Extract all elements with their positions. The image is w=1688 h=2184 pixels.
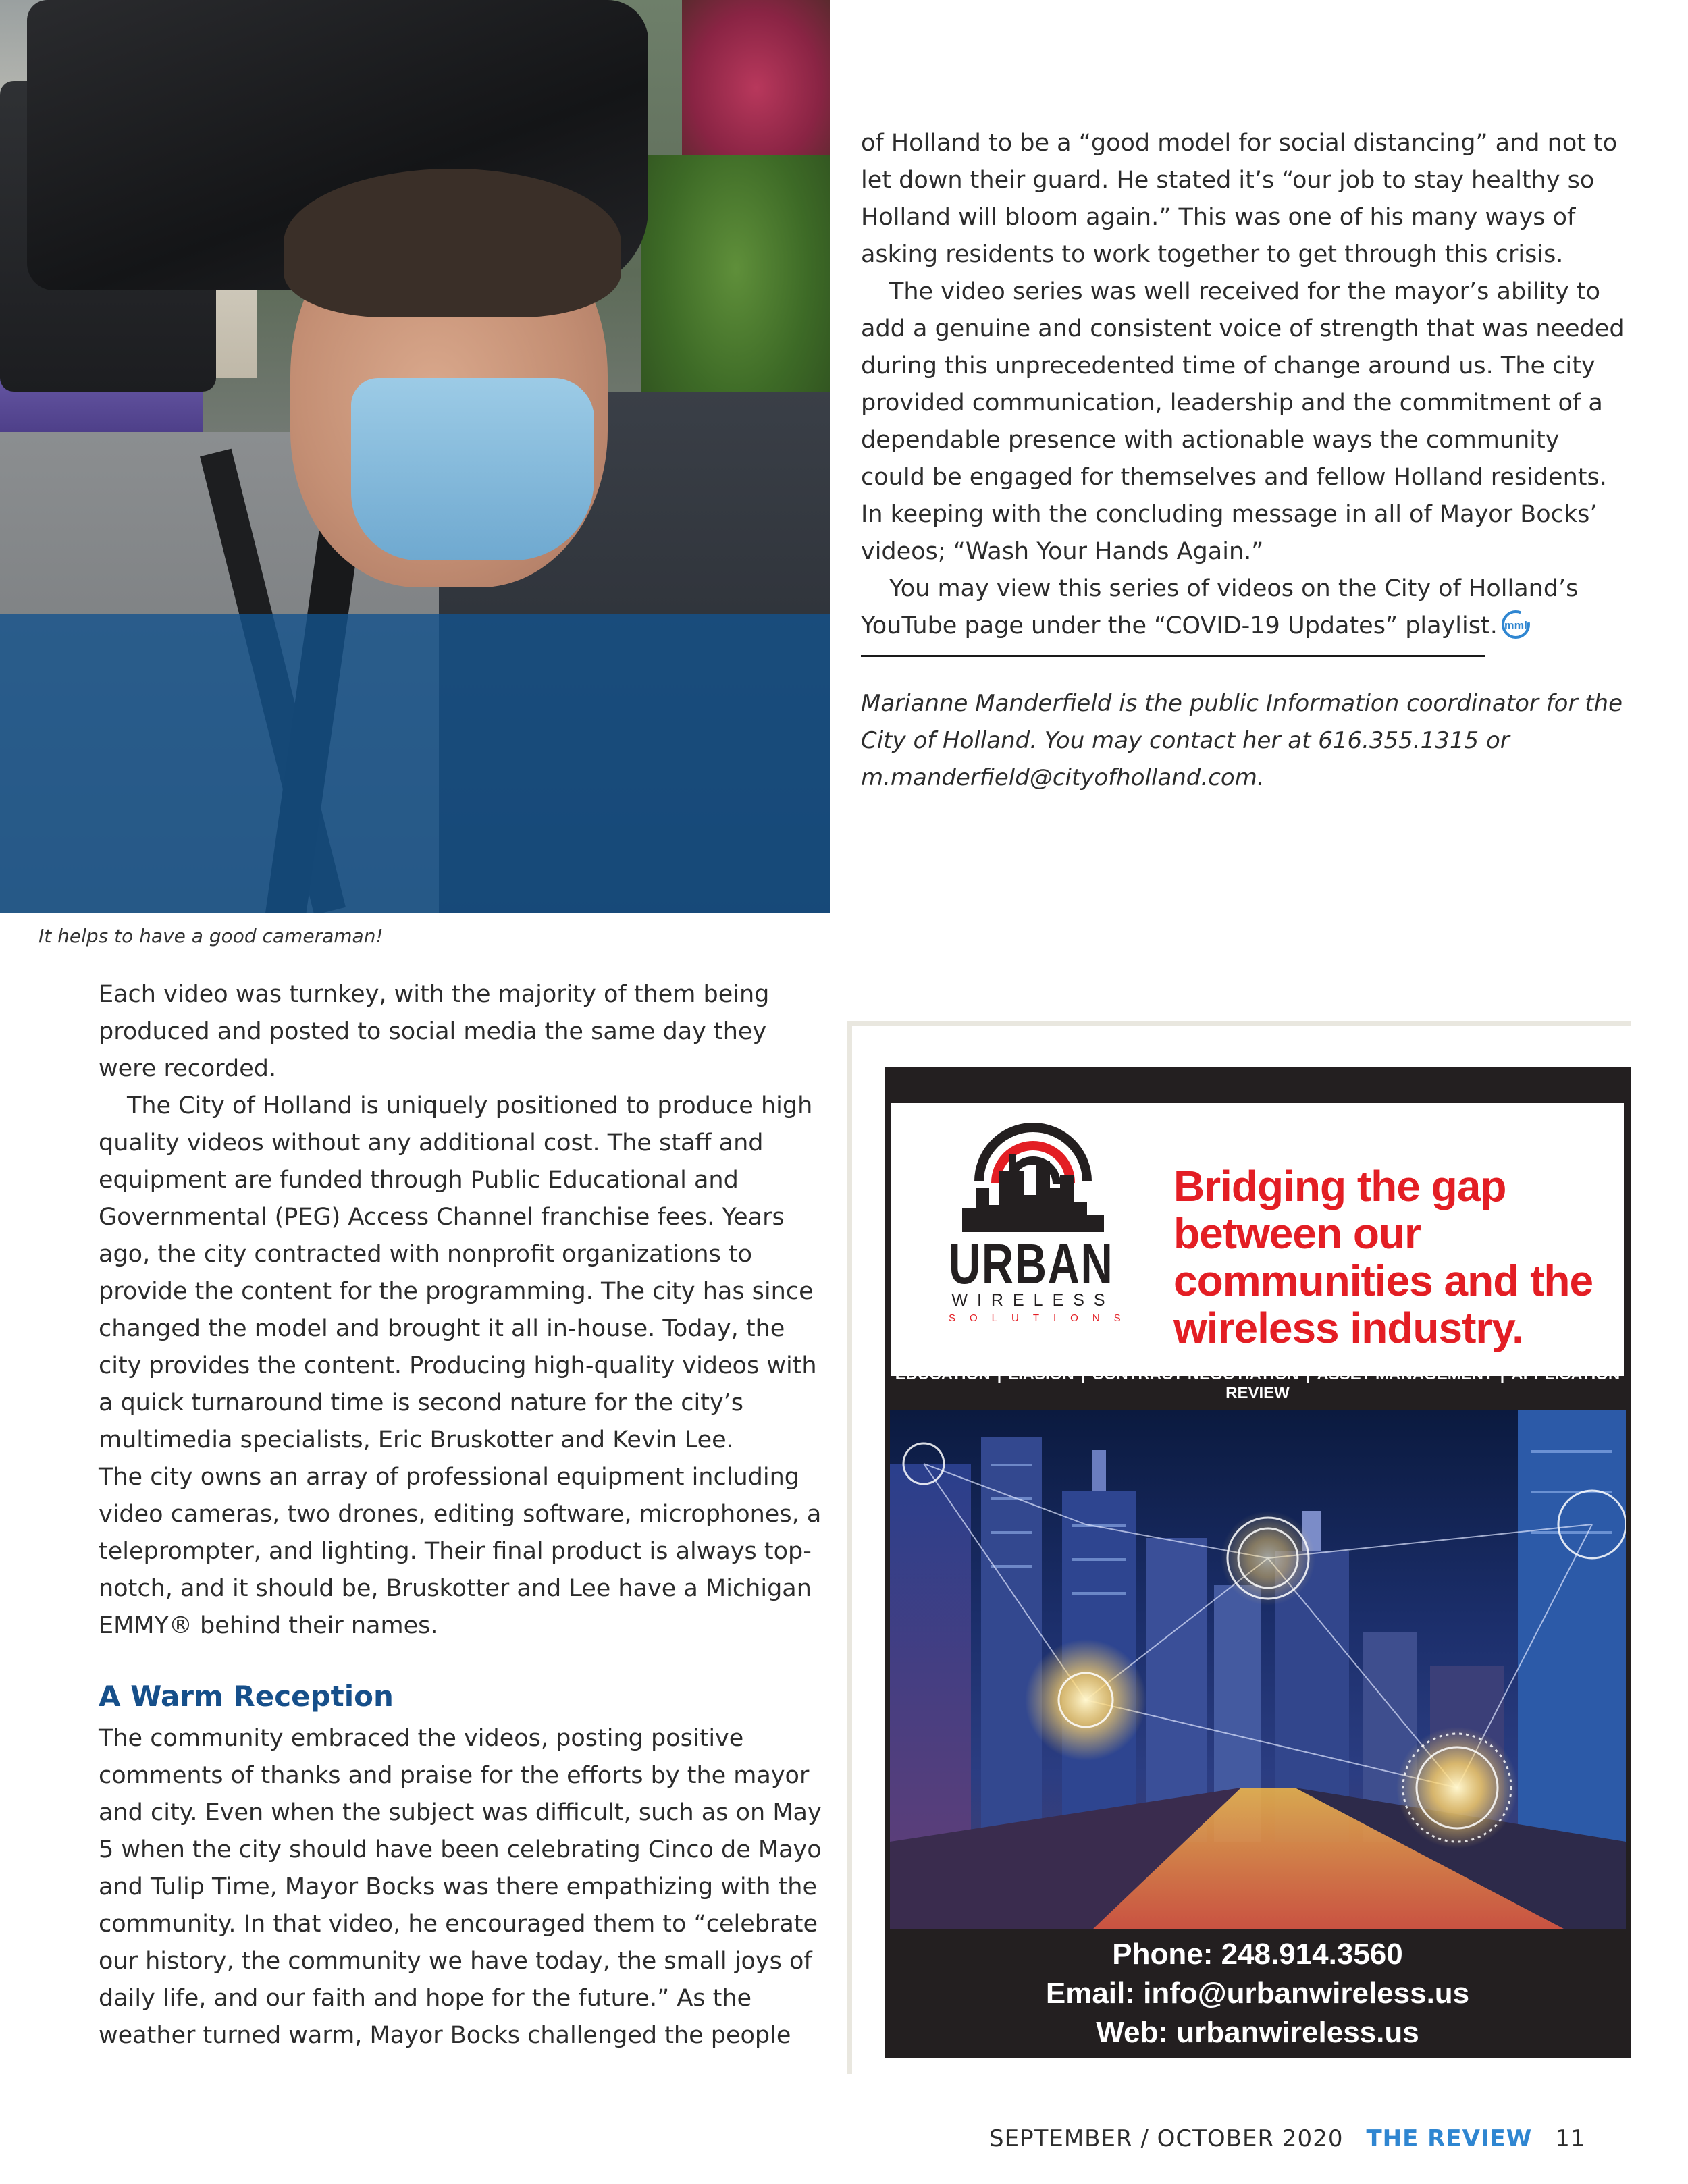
ad-web: Web: urbanwireless.us bbox=[1096, 2016, 1419, 2049]
ad-email: Email: info@urbanwireless.us bbox=[1045, 1977, 1470, 2010]
ad-services-bar bbox=[891, 1365, 1624, 1403]
ad-phone: Phone: 248.914.3560 bbox=[1112, 1938, 1403, 1971]
service-item: EDUCATION bbox=[895, 1365, 991, 1383]
article-paragraph: The community embraced the videos, posting positive comments of thanks and praise for the efforts by the mayor and city. Even when the subject was difficult, such as on May 5 when the city should have been celebrating Cinco de Mayo and Tulip Time, Mayor Bocks was there empathizing with the community. In that video, he encouraged them to “celebrate our history, the community we have today, the small joys of daily life, and our faith and hope for the future.” As the weather turned warm, Mayor Bocks challenged the people bbox=[99, 1725, 822, 2049]
service-separator: | bbox=[1305, 1365, 1311, 1383]
page-number: 11 bbox=[1555, 2125, 1586, 2152]
logo-wordmark: URBAN bbox=[949, 1232, 1114, 1296]
article-section-text bbox=[99, 1720, 828, 2054]
issue-date: SEPTEMBER / OCTOBER 2020 bbox=[989, 2125, 1344, 2152]
service-separator: | bbox=[1080, 1365, 1086, 1383]
city-skyline-illustration bbox=[890, 1410, 1626, 1929]
article-paragraph: Each video was turnkey, with the majority of them being produced and posted to social media the same day they were recorded. bbox=[99, 981, 770, 1082]
photo-face-mask bbox=[351, 378, 594, 560]
photo-flowers bbox=[682, 0, 830, 176]
service-item: APPLICATION REVIEW bbox=[1225, 1365, 1620, 1402]
publication-name: THE REVIEW bbox=[1366, 2125, 1533, 2152]
service-separator: | bbox=[997, 1365, 1002, 1383]
article-paragraph: of Holland to be a “good model for social distancing” and not to let down their guard. He stated it’s “our job to stay healthy so Holland will bloom again.” This was one of his many ways of asking residents to work together to get through this crisis. bbox=[861, 130, 1618, 268]
article-paragraph: The video series was well received for the mayor’s ability to add a genuine and consistent voice of strength that was needed during this unprecedented time of change around us. The city provided communication, leadership and the commitment of a dependable presence with actionable ways the community could be engaged for themselves and fellow Holland residents. In keeping with the concluding message in all of Mayor Bocks’ videos; “Wash Your Hands Again.” bbox=[861, 278, 1625, 565]
logo-subtitle: WIRELESS bbox=[951, 1291, 1115, 1310]
article-left-column bbox=[99, 976, 828, 1645]
page-footer bbox=[989, 2125, 1586, 2152]
article-right-column bbox=[861, 125, 1631, 645]
service-item: LIASION bbox=[1008, 1365, 1074, 1383]
ad-tagline-period: . bbox=[1512, 1304, 1523, 1352]
article-paragraph: You may view this series of videos on the City of Holland’s YouTube page under the “COVID-19 Updates” playlist. bbox=[861, 575, 1579, 639]
photo-caption: It helps to have a good cameraman! bbox=[38, 925, 384, 947]
article-paragraph: The city owns an array of professional equipment including video cameras, two drones, editing software, microphones, a teleprompter, and lighting. Their final product is always top-notch, and it should be, Bruskotter and Lee have a Michigan EMMY® behind their names. bbox=[99, 1464, 822, 1639]
article-paragraph: The City of Holland is uniquely positioned to produce high quality videos without any additional cost. The staff and equipment are funded through Public Educational and Governmental (PEG) Access Channel franchise fees. Years ago, the city contracted with nonprofit organizations to provide the content for the programming. The city has since changed the model and brought it all in-house. Today, the city provides the content. Producing high-quality videos with a quick turnaround time is second nature for the city’s multimedia specialists, Eric Bruskotter and Kevin Lee. bbox=[99, 1092, 817, 1454]
ad-city-night-image bbox=[890, 1410, 1626, 1929]
cameraman-photo bbox=[0, 0, 830, 913]
logo-subtitle-solutions: SOLUTIONS bbox=[949, 1312, 1135, 1324]
section-heading: A Warm Reception bbox=[99, 1680, 394, 1713]
svg-text:mml: mml bbox=[1504, 620, 1527, 631]
service-separator: | bbox=[1500, 1365, 1505, 1383]
photo-hair bbox=[284, 169, 621, 317]
ad-contact-info bbox=[885, 1935, 1631, 2052]
end-of-article-icon bbox=[1500, 609, 1531, 640]
service-item: ASSET MANAGEMENT bbox=[1317, 1365, 1494, 1383]
ad-tagline bbox=[1173, 1163, 1606, 1352]
author-bio: Marianne Manderfield is the public Information coordinator for the City of Holland. You may contact her at 616.355.1315 or m.manderfield@cityofholland.com. bbox=[861, 690, 1623, 791]
photo-blue-overlay-band bbox=[0, 614, 830, 913]
service-item: CONTRACT NEGOTIATION bbox=[1092, 1365, 1299, 1383]
text-underline-rule bbox=[861, 655, 1485, 657]
ad-tagline-text: Bridging the gap between our communities and the wireless industry bbox=[1173, 1162, 1593, 1352]
